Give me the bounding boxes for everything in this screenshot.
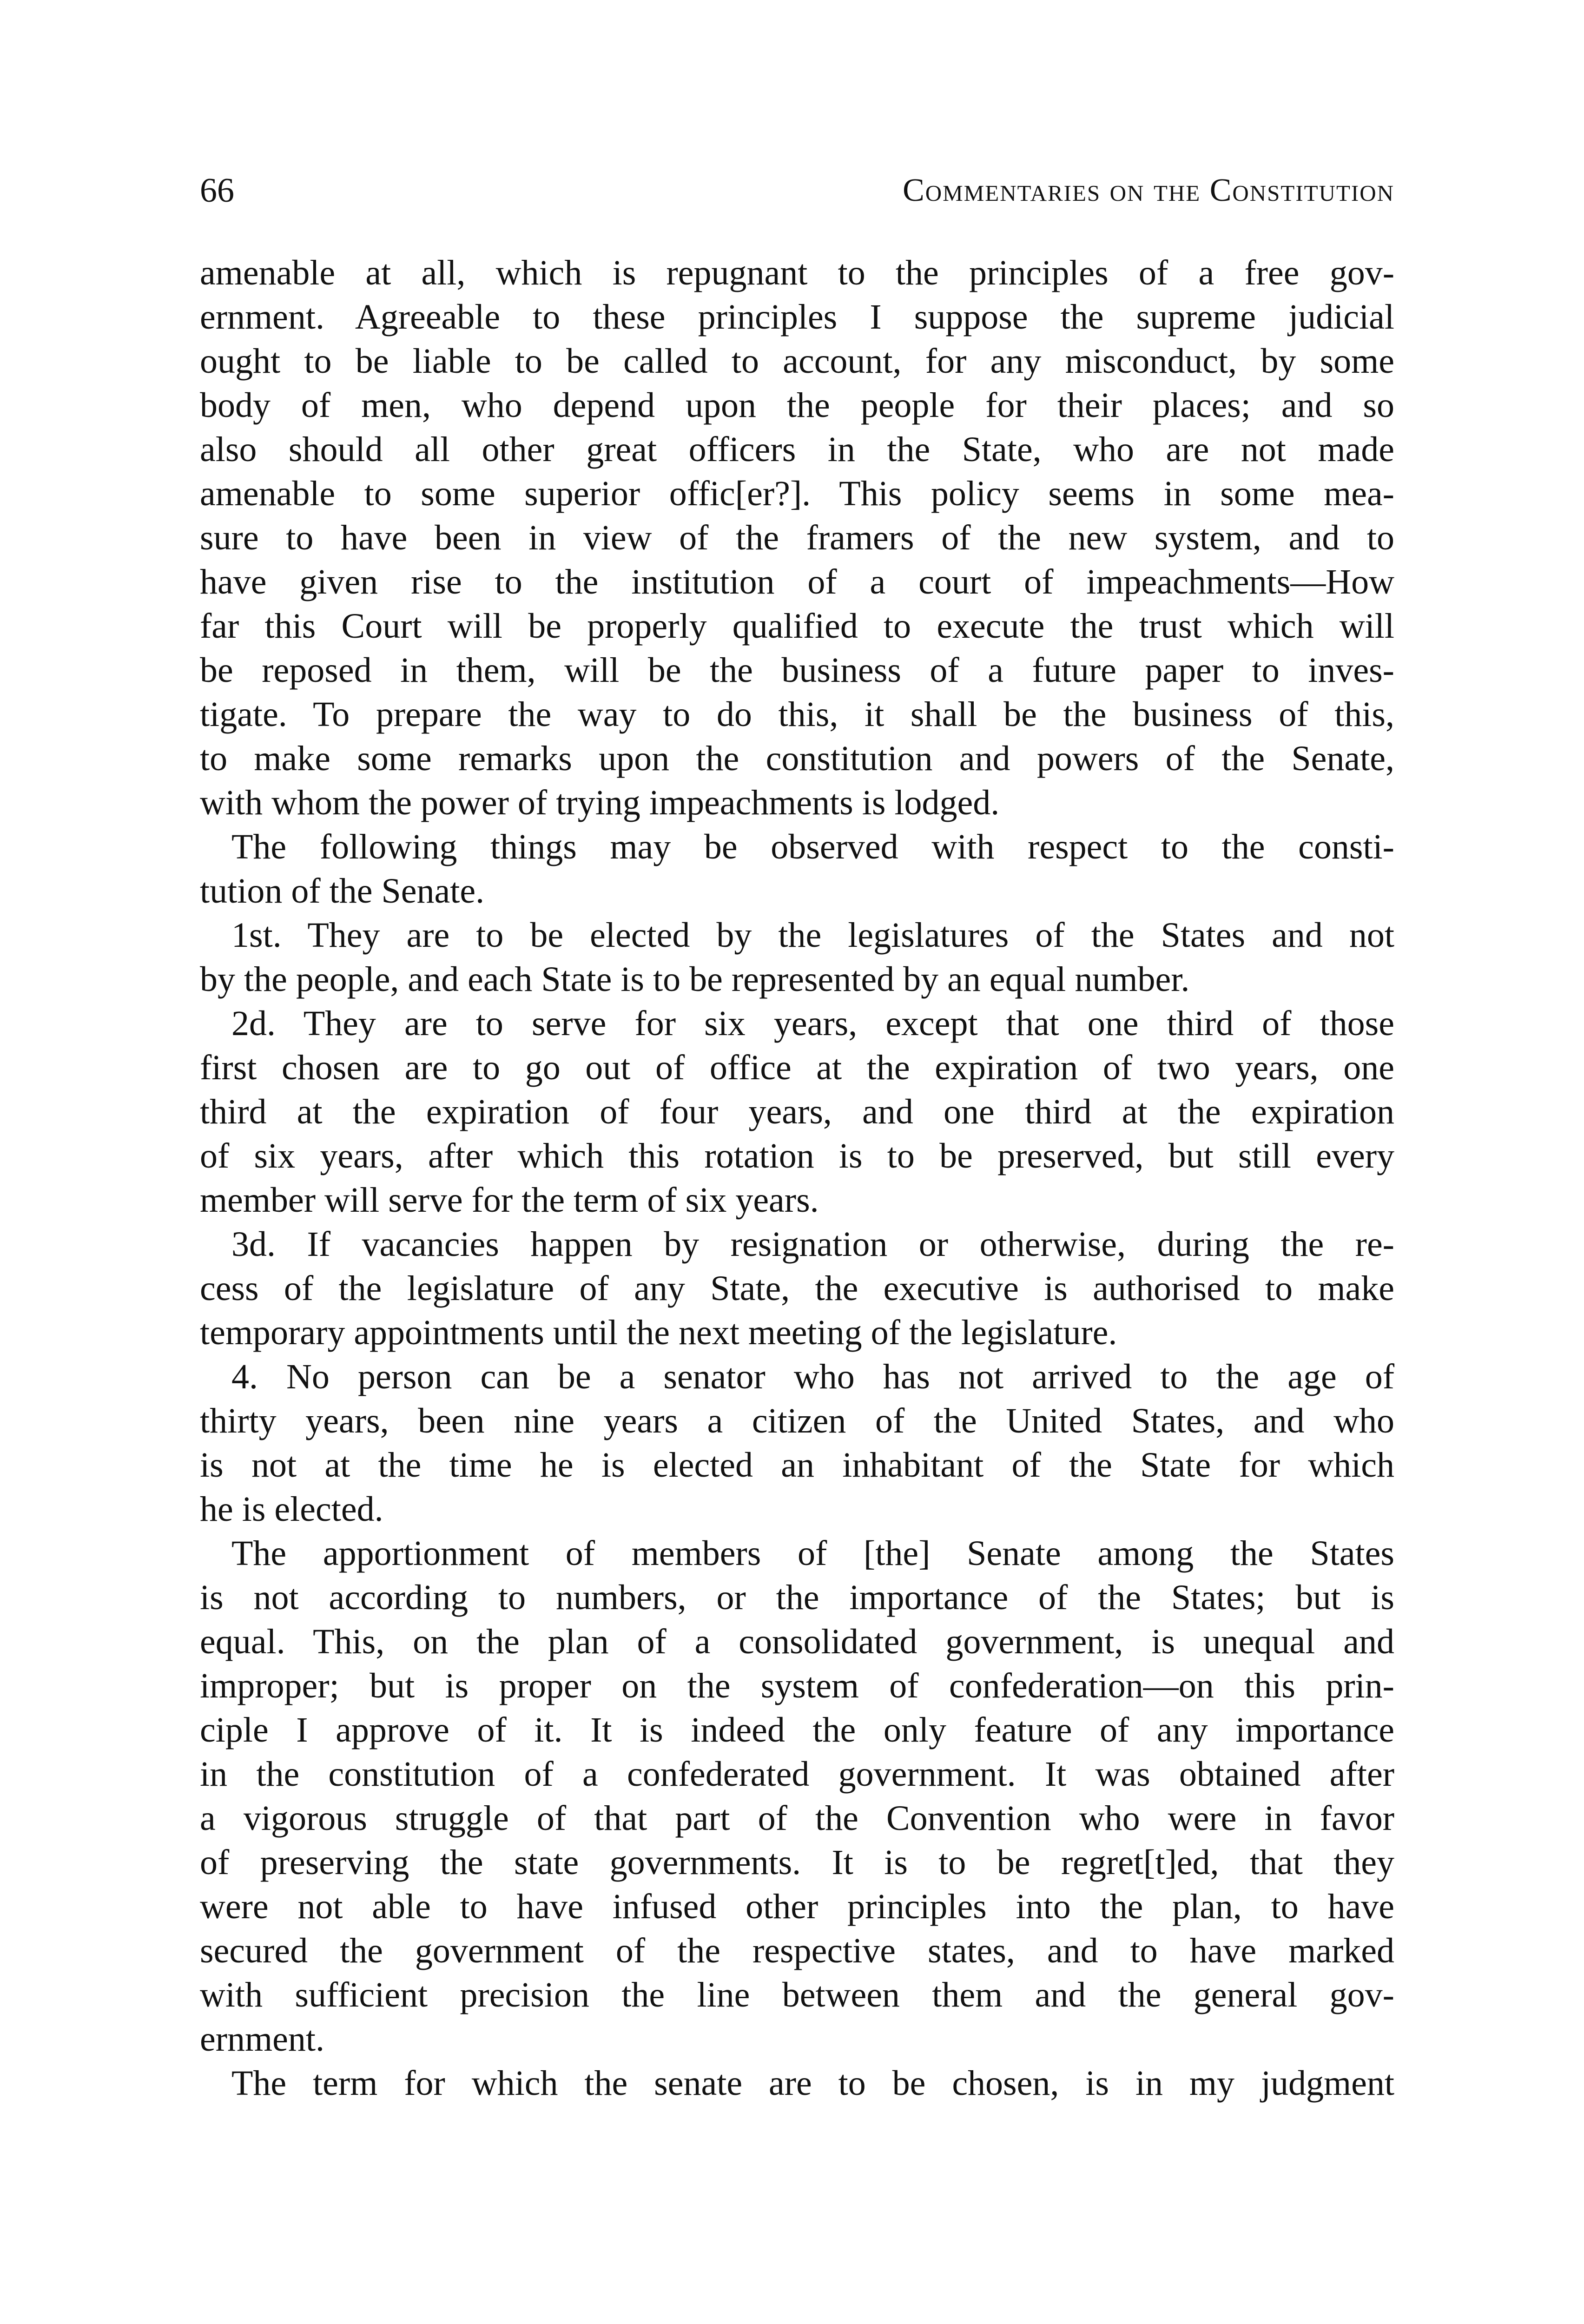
text-line: body of men, who depend upon the people for their places; and so — [200, 386, 1394, 425]
text-line: have given rise to the institution of a court of impeachments—How — [200, 562, 1394, 601]
text-line: were not able to have infused other principles into the plan, to have — [200, 1887, 1394, 1926]
text-line: a vigorous struggle of that part of the Convention who were in favor — [200, 1799, 1394, 1838]
text-line: to make some remarks upon the constitution and powers of the Senate, — [200, 739, 1394, 778]
text-line: tution of the Senate. — [200, 872, 485, 911]
text-line: amenable to some superior offic[er?]. This policy seems in some mea- — [200, 474, 1394, 513]
text-line: ought to be liable to be called to account, for any misconduct, by some — [200, 342, 1394, 381]
page-number: 66 — [200, 172, 234, 210]
text-line: is not according to numbers, or the importance of the States; but is — [200, 1578, 1394, 1617]
body-text — [200, 251, 1394, 2106]
text-line: ernment. — [200, 2020, 325, 2059]
text-line: he is elected. — [200, 1490, 383, 1529]
text-line: in the constitution of a confederated government. It was obtained after — [200, 1755, 1394, 1794]
text-line: The term for which the senate are to be chosen, is in my judgment — [231, 2064, 1394, 2103]
text-line: tigate. To prepare the way to do this, it shall be the business of this, — [200, 695, 1394, 734]
text-line: The following things may be observed with respect to the consti- — [231, 827, 1394, 866]
text-line: be reposed in them, will be the business of a future paper to inves- — [200, 651, 1394, 690]
text-line: cess of the legislature of any State, the executive is authorised to make — [200, 1269, 1394, 1308]
text-line: 2d. They are to serve for six years, except that one third of those — [231, 1004, 1394, 1043]
text-line: 4. No person can be a senator who has not arrived to the age of — [231, 1357, 1394, 1396]
text-line: thirty years, been nine years a citizen of the United States, and who — [200, 1401, 1394, 1440]
text-line: ciple I approve of it. It is indeed the only feature of any importance — [200, 1710, 1394, 1750]
text-line: The apportionment of members of [the] Senate among the States — [231, 1534, 1394, 1573]
text-line: secured the government of the respective states, and to have marked — [200, 1931, 1394, 1970]
text-line: sure to have been in view of the framers of the new system, and to — [200, 518, 1394, 557]
text-line: ernment. Agreeable to these principles I suppose the supreme judicial — [200, 297, 1394, 337]
running-head — [200, 170, 1394, 211]
text-line: with sufficient precision the line between them and the general gov- — [200, 1975, 1394, 2014]
text-line: member will serve for the term of six years. — [200, 1181, 819, 1220]
text-line: equal. This, on the plan of a consolidated government, is unequal and — [200, 1622, 1394, 1661]
text-line: of preserving the state governments. It is to be regret[t]ed, that they — [200, 1843, 1394, 1882]
text-line: amenable at all, which is repugnant to the principles of a free gov- — [200, 253, 1394, 292]
text-line: far this Court will be properly qualified to execute the trust which will — [200, 607, 1394, 646]
text-line: with whom the power of trying impeachments is lodged. — [200, 783, 1000, 822]
text-line: temporary appointments until the next meeting of the legislature. — [200, 1313, 1117, 1352]
text-line: improper; but is proper on the system of confederation—on this prin- — [200, 1666, 1394, 1705]
text-line: of six years, after which this rotation is to be preserved, but still every — [200, 1136, 1394, 1175]
text-line: first chosen are to go out of office at the expiration of two years, one — [200, 1048, 1394, 1087]
text-line: by the people, and each State is to be represented by an equal number. — [200, 960, 1190, 999]
text-line: 3d. If vacancies happen by resignation or otherwise, during the re- — [231, 1225, 1394, 1264]
text-line: third at the expiration of four years, and one third at the expiration — [200, 1092, 1394, 1131]
text-line: also should all other great officers in the State, who are not made — [200, 430, 1394, 469]
text-line: 1st. They are to be elected by the legislatures of the States and not — [231, 916, 1394, 955]
text-line: is not at the time he is elected an inhabitant of the State for which — [200, 1446, 1394, 1485]
running-title: Commentaries on the Constitution — [903, 172, 1394, 208]
